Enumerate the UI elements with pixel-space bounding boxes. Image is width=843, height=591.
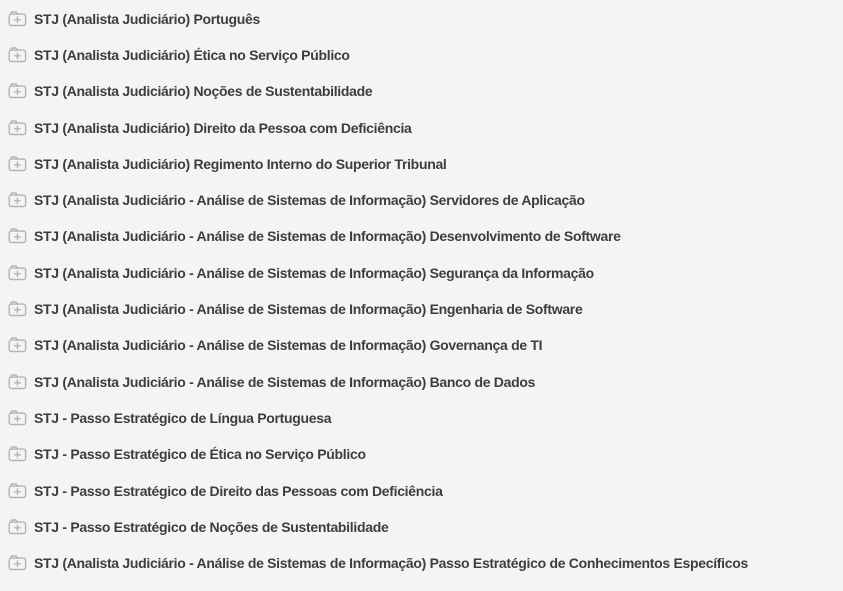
course-title: STJ (Analista Judiciário - Análise de Sistemas de Informação) Desenvolvimento de Software xyxy=(34,228,621,245)
course-title: STJ (Analista Judiciário) Regimento Interno do Superior Tribunal xyxy=(34,155,447,172)
folder-plus-icon[interactable] xyxy=(8,10,27,27)
folder-plus-icon[interactable] xyxy=(8,227,27,244)
folder-plus-icon[interactable] xyxy=(8,46,27,63)
course-row[interactable] xyxy=(0,145,843,181)
course-title: STJ - Passo Estratégico de Noções de Sustentabilidade xyxy=(34,518,389,535)
folder-plus-icon[interactable] xyxy=(8,336,27,353)
course-title: STJ (Analista Judiciário - Análise de Sistemas de Informação) Banco de Dados xyxy=(34,373,536,390)
course-title: STJ - Passo Estratégico de Língua Portuguesa xyxy=(34,409,332,426)
folder-plus-icon[interactable] xyxy=(8,264,27,281)
course-title: STJ - Passo Estratégico de Direito das Pessoas com Deficiência xyxy=(34,482,443,499)
folder-plus-icon[interactable] xyxy=(8,445,27,462)
folder-plus-icon[interactable] xyxy=(8,409,27,426)
course-row[interactable] xyxy=(0,36,843,72)
folder-plus-icon[interactable] xyxy=(8,518,27,535)
course-title: STJ - Passo Estratégico de Ética no Serviço Público xyxy=(34,446,366,463)
folder-plus-icon[interactable] xyxy=(8,155,27,172)
folder-plus-icon[interactable] xyxy=(8,300,27,317)
course-row[interactable] xyxy=(0,363,843,399)
course-title: STJ (Analista Judiciário - Análise de Sistemas de Informação) Segurança da Informação xyxy=(34,264,594,281)
course-title: STJ (Analista Judiciário) Português xyxy=(34,10,260,27)
course-row[interactable] xyxy=(0,181,843,217)
course-row[interactable] xyxy=(0,544,843,580)
folder-plus-icon[interactable] xyxy=(8,373,27,390)
course-title: STJ (Analista Judiciário - Análise de Sistemas de Informação) Passo Estratégico de Conhecimentos Específicos xyxy=(34,555,748,572)
course-title: STJ (Analista Judiciário) Ética no Serviço Público xyxy=(34,46,350,63)
course-row[interactable] xyxy=(0,73,843,109)
folder-plus-icon[interactable] xyxy=(8,119,27,136)
course-row[interactable] xyxy=(0,436,843,472)
course-row[interactable] xyxy=(0,472,843,508)
course-row[interactable] xyxy=(0,327,843,363)
course-title: STJ (Analista Judiciário) Direito da Pessoa com Deficiência xyxy=(34,119,412,136)
course-row[interactable] xyxy=(0,109,843,145)
course-row[interactable] xyxy=(0,218,843,254)
course-title: STJ (Analista Judiciário - Análise de Sistemas de Informação) Servidores de Aplicação xyxy=(34,192,585,209)
folder-plus-icon[interactable] xyxy=(8,482,27,499)
course-row[interactable] xyxy=(0,508,843,544)
course-title: STJ (Analista Judiciário) Noções de Sustentabilidade xyxy=(34,83,373,100)
course-row[interactable] xyxy=(0,399,843,435)
folder-plus-icon[interactable] xyxy=(8,191,27,208)
course-row[interactable] xyxy=(0,0,843,36)
course-title: STJ (Analista Judiciário - Análise de Sistemas de Informação) Governança de TI xyxy=(34,337,543,354)
course-title: STJ (Analista Judiciário - Análise de Sistemas de Informação) Engenharia de Software xyxy=(34,301,583,318)
folder-plus-icon[interactable] xyxy=(8,554,27,571)
course-row[interactable] xyxy=(0,290,843,326)
course-row[interactable] xyxy=(0,254,843,290)
folder-plus-icon[interactable] xyxy=(8,82,27,99)
